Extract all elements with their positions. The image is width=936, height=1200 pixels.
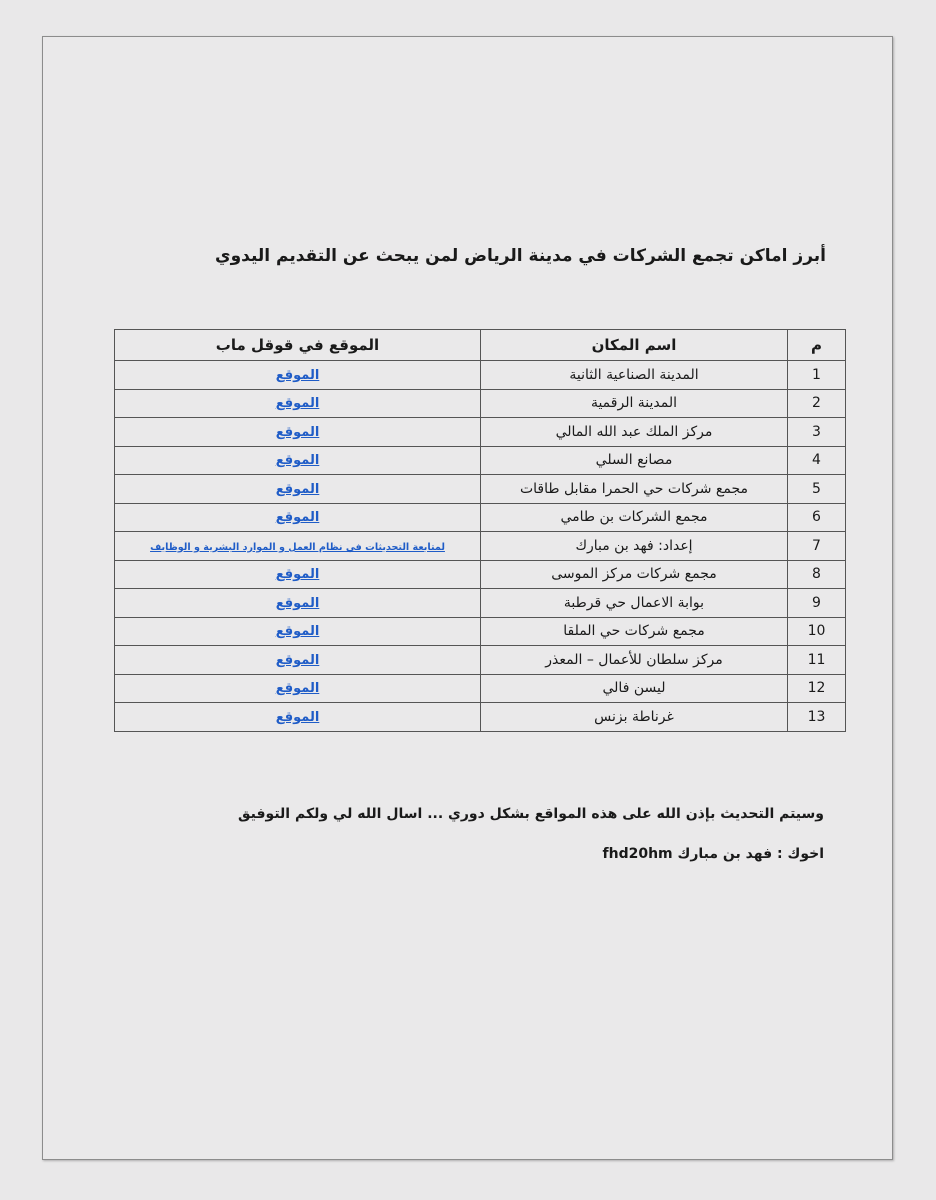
table-row xyxy=(115,646,846,675)
table-row xyxy=(115,617,846,646)
header-map-link: الموقع في قوقل ماب xyxy=(115,330,481,361)
place-name: غرناطة بزنس xyxy=(481,703,788,732)
place-name: مركز الملك عبد الله المالي xyxy=(481,418,788,447)
table-row xyxy=(115,503,846,532)
map-link[interactable]: الموقع xyxy=(275,396,320,412)
table-row xyxy=(115,560,846,589)
author-signature: اخوك : فهد بن مبارك fhd20hm xyxy=(602,846,824,862)
map-link-cell xyxy=(115,646,481,675)
header-number: م xyxy=(788,330,846,361)
row-number: 13 xyxy=(788,703,846,732)
updates-link[interactable]: لمتابعة التحديثات في نظام العمل و الموارد البشرية و الوظايف xyxy=(150,541,445,553)
place-name: مجمع شركات مركز الموسى xyxy=(481,560,788,589)
map-link[interactable]: الموقع xyxy=(275,567,320,583)
map-link-cell xyxy=(115,674,481,703)
place-name: مركز سلطان للأعمال – المعذر xyxy=(481,646,788,675)
table-row xyxy=(115,532,846,561)
table-row xyxy=(115,389,846,418)
table-row xyxy=(115,418,846,447)
map-link-cell xyxy=(115,532,481,561)
map-link[interactable]: الموقع xyxy=(275,681,320,697)
place-name: ليسن فالي xyxy=(481,674,788,703)
map-link-cell xyxy=(115,560,481,589)
place-name: مجمع الشركات بن طامي xyxy=(481,503,788,532)
place-name: المدينة الرقمية xyxy=(481,389,788,418)
table-row xyxy=(115,703,846,732)
map-link-cell xyxy=(115,503,481,532)
row-number: 10 xyxy=(788,617,846,646)
row-number: 1 xyxy=(788,361,846,390)
place-name: مصانع السلي xyxy=(481,446,788,475)
map-link[interactable]: الموقع xyxy=(275,510,320,526)
table-row xyxy=(115,446,846,475)
map-link-cell xyxy=(115,617,481,646)
place-name: بوابة الاعمال حي قرطبة xyxy=(481,589,788,618)
place-name: إعداد: فهد بن مبارك xyxy=(481,532,788,561)
update-note: وسيتم التحديث بإذن الله على هذه المواقع بشكل دوري ... اسال الله لي ولكم التوفيق xyxy=(238,806,824,822)
map-link-cell xyxy=(115,703,481,732)
places-table xyxy=(114,329,846,732)
table-row xyxy=(115,361,846,390)
document-title: أبرز اماكن تجمع الشركات في مدينة الرياض لمن يبحث عن التقديم اليدوي xyxy=(214,246,826,266)
map-link[interactable]: الموقع xyxy=(275,481,320,497)
place-name: مجمع شركات حي الحمرا مقابل طاقات xyxy=(481,475,788,504)
header-place-name: اسم المكان xyxy=(481,330,788,361)
map-link-cell xyxy=(115,361,481,390)
map-link[interactable]: الموقع xyxy=(275,367,320,383)
map-link[interactable]: الموقع xyxy=(275,709,320,725)
map-link-cell xyxy=(115,589,481,618)
row-number: 12 xyxy=(788,674,846,703)
row-number: 9 xyxy=(788,589,846,618)
map-link-cell xyxy=(115,389,481,418)
place-name: مجمع شركات حي الملقا xyxy=(481,617,788,646)
map-link[interactable]: الموقع xyxy=(275,424,320,440)
row-number: 4 xyxy=(788,446,846,475)
map-link[interactable]: الموقع xyxy=(275,652,320,668)
row-number: 5 xyxy=(788,475,846,504)
row-number: 7 xyxy=(788,532,846,561)
row-number: 6 xyxy=(788,503,846,532)
place-name: المدينة الصناعية الثانية xyxy=(481,361,788,390)
map-link[interactable]: الموقع xyxy=(275,453,320,469)
map-link-cell xyxy=(115,446,481,475)
row-number: 3 xyxy=(788,418,846,447)
map-link[interactable]: الموقع xyxy=(275,624,320,640)
row-number: 8 xyxy=(788,560,846,589)
map-link-cell xyxy=(115,475,481,504)
map-link[interactable]: الموقع xyxy=(275,595,320,611)
table-row xyxy=(115,674,846,703)
table-row xyxy=(115,475,846,504)
table-row xyxy=(115,589,846,618)
map-link-cell xyxy=(115,418,481,447)
row-number: 11 xyxy=(788,646,846,675)
row-number: 2 xyxy=(788,389,846,418)
table-header-row xyxy=(115,330,846,361)
